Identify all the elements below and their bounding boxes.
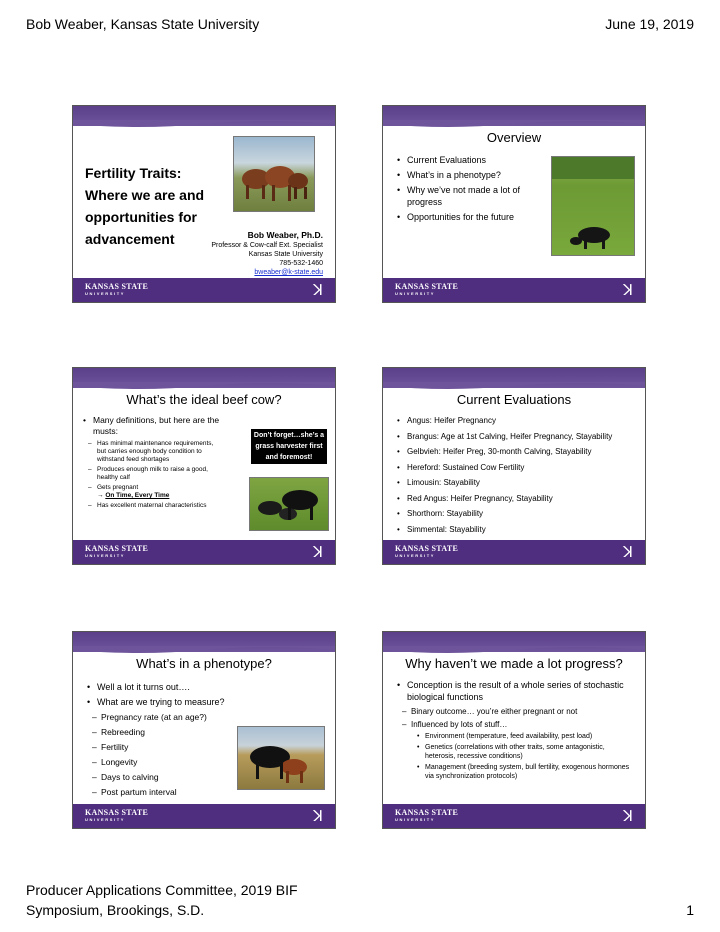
slide-title [72, 105, 336, 303]
sub-sub-item: • Management (breeding system, bull fertility, exogenous hormones via synchronization protocols) [395, 763, 630, 781]
footer-line: Producer Applications Committee, 2019 BIF [26, 882, 298, 898]
list-item: • What’s in a phenotype? [395, 169, 545, 181]
slide3-title: What’s the ideal beef cow? [126, 392, 282, 407]
cows-calves-photo [249, 477, 329, 531]
k-mark-icon: ꓘ [313, 543, 323, 561]
sub-item: – Longevity [85, 757, 245, 768]
ideal-cow-list [81, 415, 241, 512]
sub-item: – Pregnancy rate (at an age?) [85, 712, 245, 723]
list-item: • Simmental: Stayability [395, 524, 640, 535]
slide4-title: Current Evaluations [456, 392, 572, 407]
slide6-title: Why haven’t we made a lot progress? [405, 656, 623, 671]
black-cow-red-calf-illustration [238, 727, 324, 789]
list-item: • Gelbvieh: Heifer Preg, 30-month Calving, Stayability [395, 446, 640, 457]
kstate-logo: KANSAS STATE UNIVERSITY [395, 808, 459, 822]
slide-wave [383, 646, 645, 656]
sub-item: – Has excellent maternal characteristics [81, 502, 221, 510]
slide-wave [383, 120, 645, 130]
sub-item [81, 484, 241, 500]
kstate-logo: KANSAS STATE UNIVERSITY [85, 808, 149, 822]
k-mark-icon: ꓘ [623, 543, 633, 561]
list-item: • Many definitions, but here are the musts: [81, 415, 231, 437]
author-role: Professor & Cow-calf Ext. Specialist [211, 242, 323, 249]
list-item: • Current Evaluations [395, 154, 545, 166]
page-number: 1 [686, 902, 694, 918]
list-item: • Hereford: Sustained Cow Fertility [395, 462, 640, 473]
slide-footer [383, 278, 645, 302]
kstate-logo: KANSAS STATE UNIVERSITY [85, 544, 149, 558]
title-line: advancement [85, 231, 175, 247]
slide-progress [382, 631, 646, 829]
overview-list [395, 154, 545, 226]
k-mark-icon: ꓘ [623, 281, 633, 299]
author-phone: 785-532-1460 [279, 260, 323, 267]
slide2-title: Overview [486, 130, 542, 145]
slide-footer [73, 278, 335, 302]
list-item: • Well a lot it turns out…. [85, 681, 245, 693]
sub-item: – Days to calving [85, 772, 245, 783]
author-email[interactable]: bweaber@k-state.edu [254, 269, 323, 276]
footer-line: Symposium, Brookings, S.D. [26, 902, 205, 918]
page-header-left: Bob Weaber, Kansas State University [26, 16, 260, 32]
slide-current-evaluations [382, 367, 646, 565]
slide-wave [73, 120, 335, 130]
list-item: • Brangus: Age at 1st Calving, Heifer Pregnancy, Stayability [395, 431, 640, 442]
slide-wave [73, 646, 335, 656]
black-cows-illustration [250, 478, 328, 530]
list-item: • Why we’ve not made a lot of progress [395, 184, 535, 208]
on-time-text: On Time, Every Time [105, 492, 170, 499]
cows-illustration [234, 137, 314, 211]
sub-item-text: Gets pregnant [97, 484, 139, 491]
sub-item: – Influenced by lots of stuff… [395, 719, 635, 730]
author-org: Kansas State University [248, 251, 323, 258]
slide-wave [383, 382, 645, 392]
sub-item: – Binary outcome… you’re either pregnant or not [395, 706, 635, 717]
kstate-logo: KANSAS STATE UNIVERSITY [395, 544, 459, 558]
cow-calf-photo [237, 726, 325, 790]
slide-phenotype [72, 631, 336, 829]
slide-overview [382, 105, 646, 303]
title-line: opportunities for [85, 209, 197, 225]
author-block [211, 230, 323, 277]
list-item: • Red Angus: Heifer Pregnancy, Stayability [395, 493, 640, 504]
slide-footer [383, 804, 645, 828]
title-line: Fertility Traits: [85, 165, 182, 181]
author-name: Bob Weaber, Ph.D. [247, 230, 323, 240]
sub-sub-item: • Environment (temperature, feed availability, pest load) [395, 732, 635, 741]
k-mark-icon: ꓘ [313, 807, 323, 825]
slide-footer [73, 540, 335, 564]
cow-illustration [552, 157, 634, 255]
arrow-icon: → [97, 492, 104, 499]
list-item: • Limousin: Stayability [395, 477, 640, 488]
slide-footer [383, 540, 645, 564]
page-header-right: June 19, 2019 [605, 16, 694, 32]
cattle-photo [233, 136, 315, 212]
sub-sub-item: • Genetics (correlations with other traits, some antagonistic, heterosis, recessive conditions) [395, 743, 615, 761]
k-mark-icon: ꓘ [623, 807, 633, 825]
sub-item: – Post partum interval [85, 787, 245, 798]
sub-item: – Has minimal maintenance requirements, but carries enough body condition to withstand feed shortages [81, 440, 221, 464]
kstate-logo: KANSAS STATE UNIVERSITY [395, 282, 459, 296]
progress-list [395, 679, 635, 783]
sub-item: – Produces enough milk to raise a good, healthy calf [81, 466, 221, 482]
slide-footer [73, 804, 335, 828]
slide-ideal-cow [72, 367, 336, 565]
phenotype-list [85, 681, 245, 802]
list-item: • Angus: Heifer Pregnancy [395, 415, 640, 426]
sub-item: – Fertility [85, 742, 245, 753]
cow-field-photo [551, 156, 635, 256]
list-item: • Shorthorn: Stayability [395, 508, 640, 519]
slide-wave [73, 382, 335, 392]
title-line: Where we are and [85, 187, 205, 203]
sub-item: – Rebreeding [85, 727, 245, 738]
page-footer [26, 880, 298, 920]
k-mark-icon: ꓘ [313, 281, 323, 299]
list-item: • Conception is the result of a whole series of stochastic biological functions [395, 679, 627, 703]
list-item: • What are we trying to measure? [85, 696, 245, 708]
slide5-title: What’s in a phenotype? [136, 656, 272, 671]
kstate-logo: KANSAS STATE UNIVERSITY [85, 282, 149, 296]
list-item: • Opportunities for the future [395, 211, 527, 223]
evaluations-list [395, 415, 640, 539]
callout-box: Don’t forget…she’s a grass harvester first and foremost! [251, 429, 327, 464]
